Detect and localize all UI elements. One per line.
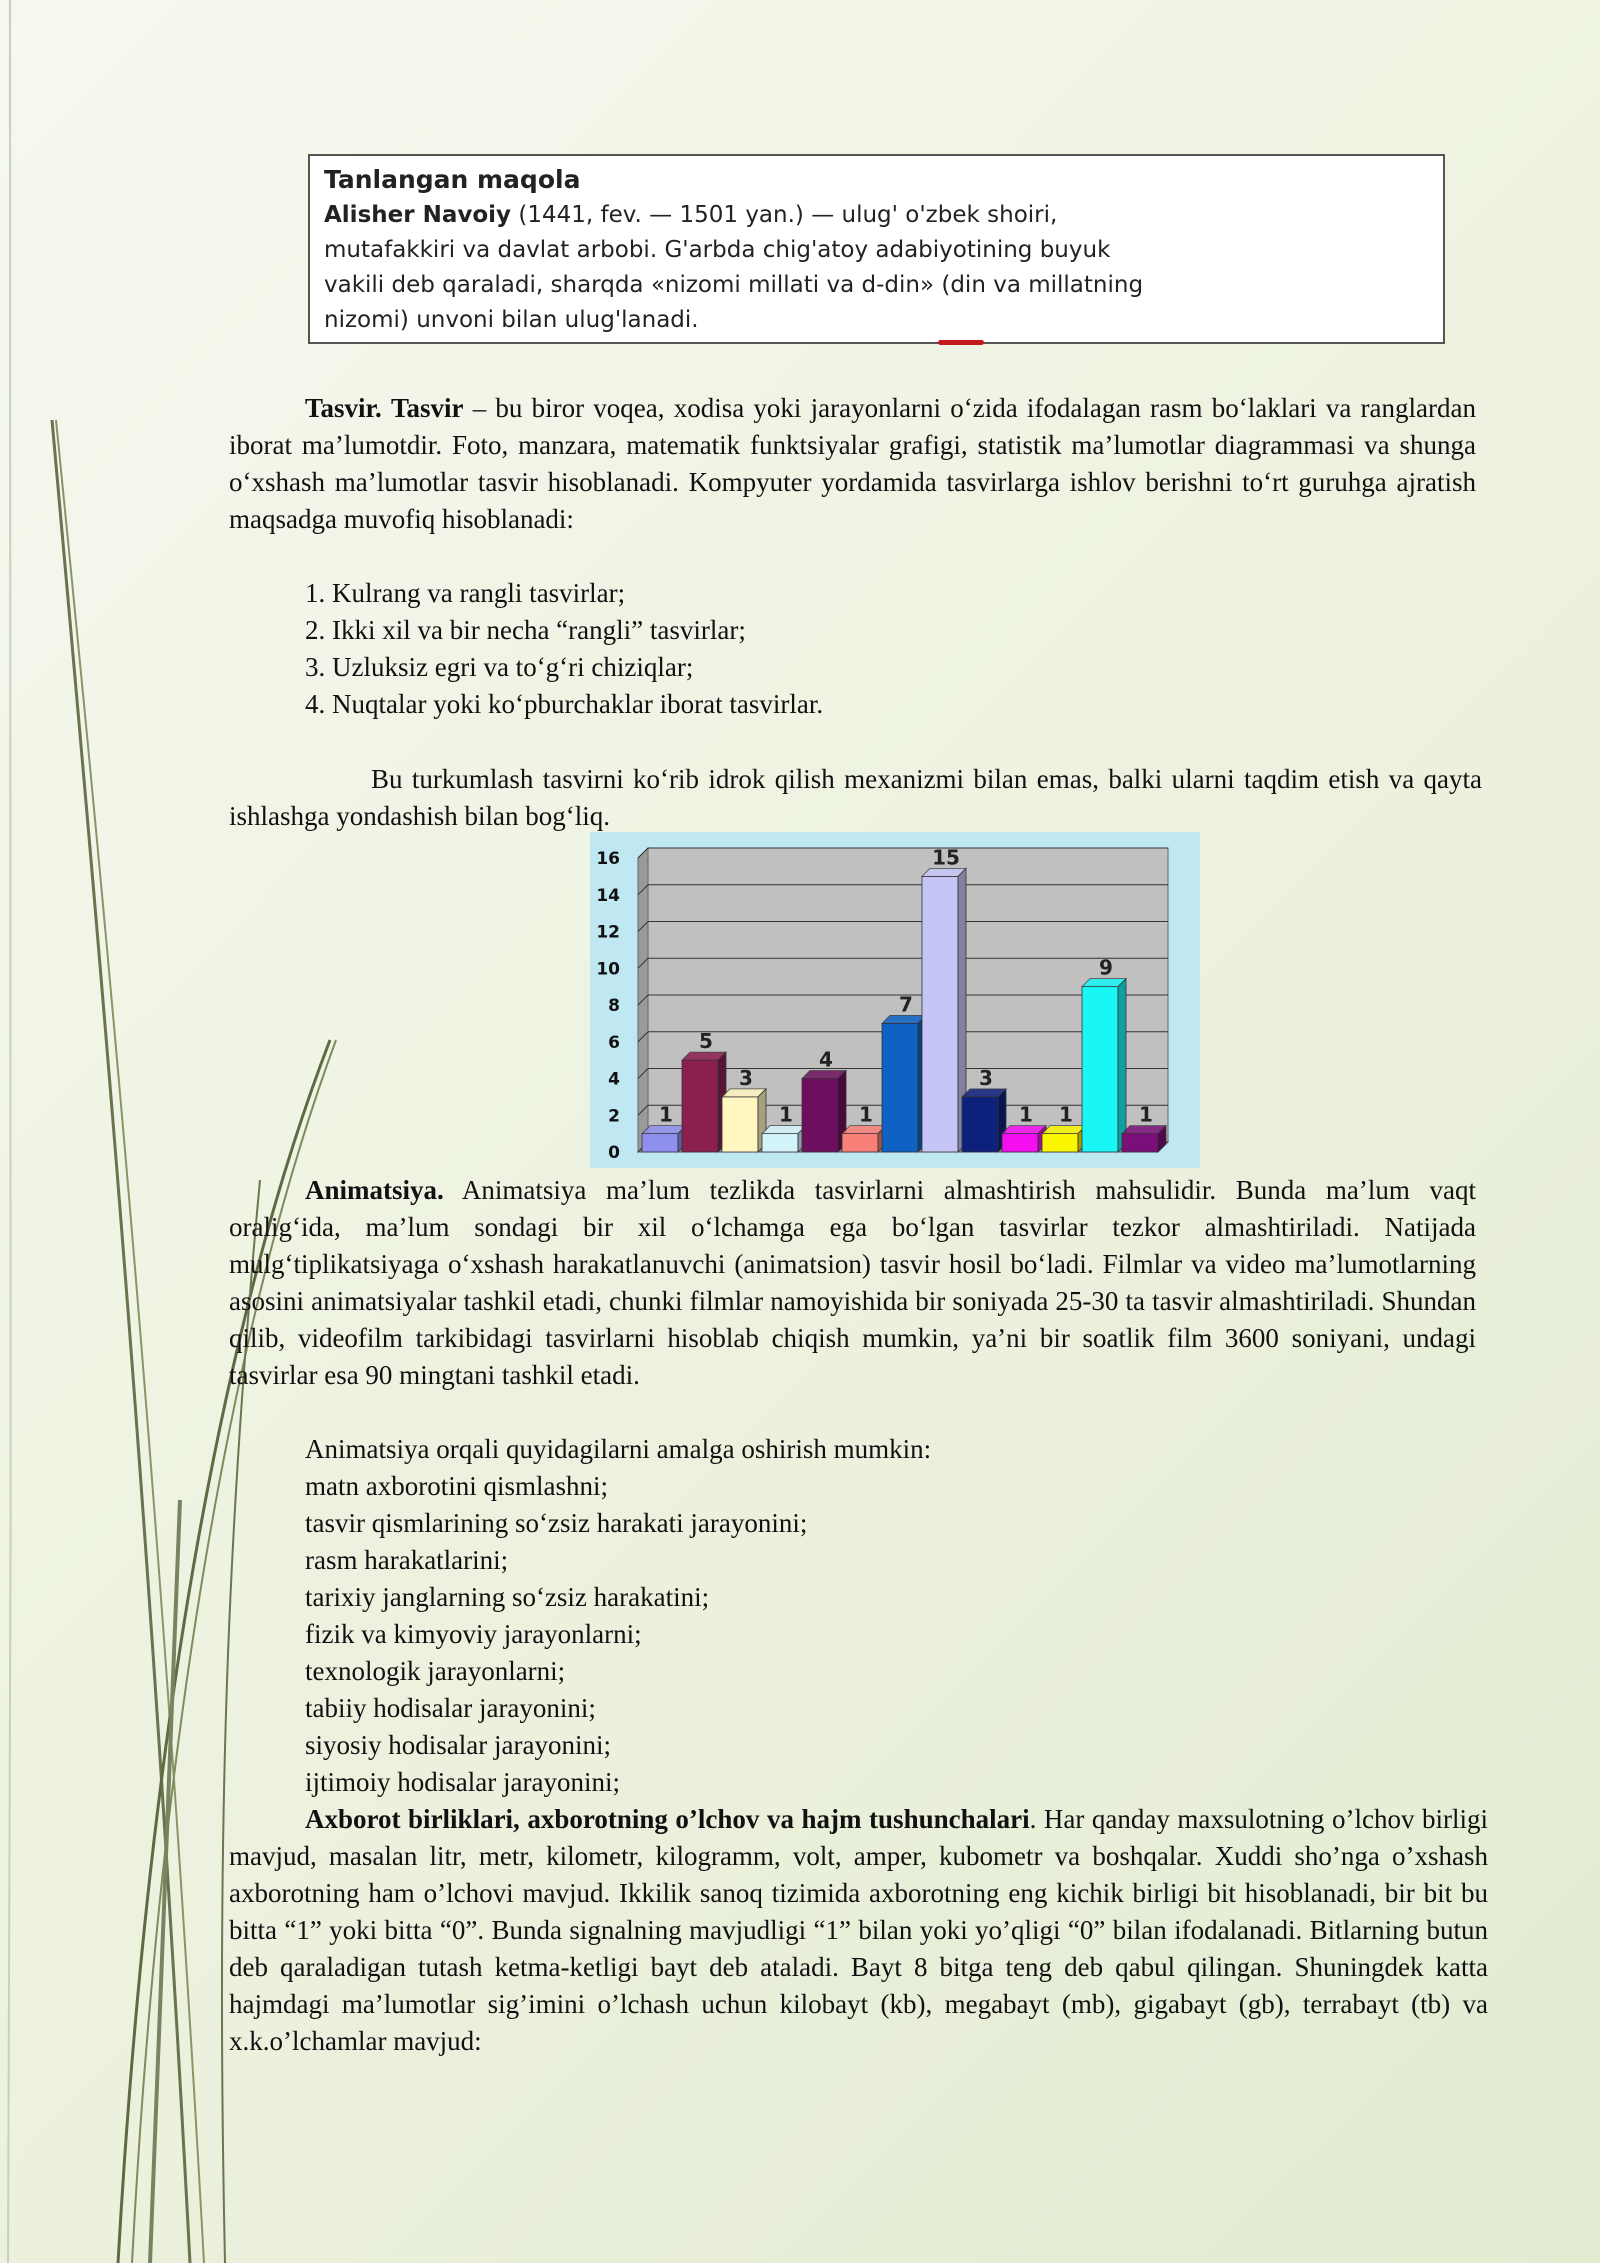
bar-value-label: 1 bbox=[659, 1102, 673, 1127]
animatsiya-list-item: tabiiy hodisalar jarayonini; bbox=[305, 1693, 596, 1723]
animatsiya-intro: Animatsiya orqali quyidagilarni amalga oshirish mumkin: bbox=[305, 1434, 932, 1464]
tasvir-heading: Tasvir. bbox=[305, 393, 382, 423]
animatsiya-list-item: siyosiy hodisalar jarayonini; bbox=[305, 1730, 611, 1760]
bar bbox=[802, 1079, 838, 1153]
axborot-heading: Axborot birliklari, axborotning o’lchov va hajm tushunchalari bbox=[305, 1804, 1030, 1834]
y-tick-label: 10 bbox=[596, 959, 620, 980]
bar-value-label: 1 bbox=[779, 1102, 793, 1127]
bar bbox=[962, 1097, 998, 1152]
bar bbox=[882, 1023, 918, 1152]
bar-value-label: 4 bbox=[819, 1047, 833, 1072]
bar-side bbox=[1118, 979, 1126, 1152]
bar-value-label: 1 bbox=[1059, 1102, 1073, 1127]
bar bbox=[1122, 1134, 1158, 1152]
bar bbox=[722, 1097, 758, 1152]
bar bbox=[1002, 1134, 1038, 1152]
bar bbox=[842, 1134, 878, 1152]
bar bbox=[922, 876, 958, 1152]
tasvir-text: – bu biror voqea, xodisa yoki jarayonlarni o‘zida ifodalagan rasm bo‘laklari va ranglardan iborat ma’lumotdir. Foto, manzara, matematik funktsiyalar grafigi, statistik ma’lumotlar diagrammasi va shunga o‘xshash ma’lumotlar tasvir hisoblanadi. Kompyuter yordamida tasvirlarga ishlov berishni to‘rt guruhga ajratish maqsadga muvofiq hisoblanadi: bbox=[229, 393, 1476, 534]
animatsiya-list-item: matn axborotini qismlashni; bbox=[305, 1471, 608, 1501]
animatsiya-list-item: fizik va kimyoviy jarayonlarni; bbox=[305, 1619, 642, 1649]
bar-value-label: 5 bbox=[699, 1029, 713, 1054]
red-cursor-mark bbox=[938, 340, 984, 345]
y-tick-label: 6 bbox=[608, 1032, 620, 1053]
animatsiya-list-item: ijtimoiy hodisalar jarayonini; bbox=[305, 1767, 620, 1797]
animatsiya-list-item: tarixiy janglarning so‘zsiz harakatini; bbox=[305, 1582, 710, 1612]
animatsiya-list-item: rasm harakatlarini; bbox=[305, 1545, 509, 1575]
tasvir-list-item: 3. Uzluksiz egri va to‘g‘ri chiziqlar; bbox=[305, 652, 694, 682]
tasvir-list-item: 1. Kulrang va rangli tasvirlar; bbox=[305, 578, 626, 608]
y-tick-label: 8 bbox=[608, 996, 620, 1016]
bar-value-label: 15 bbox=[932, 845, 960, 870]
animatsiya-paragraph bbox=[229, 1172, 1476, 1394]
bar bbox=[1082, 987, 1118, 1152]
bar bbox=[1042, 1134, 1078, 1152]
axborot-text: . Har qanday maxsulotning o’lchov birligi mavjud, masalan litr, metr, kilometr, kilogramm, volt, amper, kubometr va boshqalar. Xuddi sho’nga o’xshash axborotning ham o’lchovi mavjud. Ikkilik sanoq tizimida axborotning eng kichik birligi bit hisoblanadi, bir bit bu bitta “1” yoki bitta “0”. Bunda signalning mavjudligi “1” bilan yoki yo’qligi “0” bilan ifodalanadi. Bitlarning butun deb qaraladigan tutash ketma-ketligi bayt deb ataladi. Bayt 8 bitga teng deb qabul qilingan. Shuningdek katta hajmdagi ma’lumotlar sig’imini o’lchash uchun kilobayt (kb), megabayt (mb), gigabayt (gb), terrabayt (tb) va x.k.o’lchamlar mavjud: bbox=[229, 1804, 1488, 2056]
animatsiya-text: Animatsiya ma’lum tezlikda tasvirlarni almashtirish mahsulidir. Bunda ma’lum vaqt oralig‘ida, ma’lum sondagi bir xil o‘lchamga ega bo‘lgan tasvirlar tezkor almashtiriladi. Natijada mulg‘tiplikatsiyaga o‘xshash harakatlanuvchi (animatsion) tasvir hosil bo‘ladi. Filmlar va video ma’lumotlarning asosini animatsiyalar tashkil etadi, chunki filmlar namoyishida bir soniyada 25-30 ta tasvir almashtiriladi. Shundan qilib, videofilm tarkibidagi tasvirlarni hisoblab chiqish mumkin, ya’ni bir soatlik film 3600 soniyani, undagi tasvirlar esa 90 mingtani tashkil etadi. bbox=[229, 1175, 1476, 1390]
article-excerpt-image bbox=[308, 154, 1445, 344]
bar-value-label: 1 bbox=[859, 1102, 873, 1127]
classification-note: Bu turkumlash tasvirni ko‘rib idrok qilish mexanizmi bilan emas, balki ularni taqdim etish va qayta ishlashga yondashish bilan bog‘liq. bbox=[229, 764, 1482, 831]
animatsiya-heading: Animatsiya. bbox=[305, 1175, 444, 1205]
tasvir-list-item: 4. Nuqtalar yoki ko‘pburchaklar iborat tasvirlar. bbox=[305, 689, 824, 719]
bar-value-label: 9 bbox=[1099, 955, 1113, 980]
article-title: Tanlangan maqola bbox=[324, 165, 581, 194]
bar-value-label: 1 bbox=[1139, 1102, 1153, 1127]
article-line-1: (1441, fev. — 1501 yan.) — ulug' o'zbek shoiri, bbox=[511, 202, 1058, 228]
article-body bbox=[324, 198, 1429, 338]
y-tick-label: 14 bbox=[596, 885, 620, 906]
axborot-paragraph bbox=[229, 1801, 1488, 2060]
bar bbox=[762, 1134, 798, 1152]
animatsiya-list-item: tasvir qismlarining so‘zsiz harakati jarayonini; bbox=[305, 1508, 808, 1538]
tasvir-paragraph bbox=[229, 390, 1476, 538]
animatsiya-list-item: texnologik jarayonlarni; bbox=[305, 1656, 566, 1686]
bar-chart-panel bbox=[590, 832, 1200, 1168]
article-line-4: nizomi) unvoni bilan ulug'lanadi. bbox=[324, 307, 699, 333]
y-tick-label: 0 bbox=[608, 1143, 620, 1163]
tasvir-term: Tasvir bbox=[391, 393, 464, 423]
bar-value-label: 1 bbox=[1019, 1102, 1033, 1127]
y-tick-label: 4 bbox=[608, 1069, 620, 1090]
y-tick-label: 16 bbox=[596, 849, 620, 869]
bar-value-label: 3 bbox=[739, 1065, 753, 1090]
bar bbox=[682, 1060, 718, 1152]
bar-chart bbox=[590, 832, 1200, 1168]
article-line-3: vakili deb qaraladi, sharqda «nizomi millati va d-din» (din va millatning bbox=[324, 272, 1144, 298]
y-tick-label: 2 bbox=[608, 1106, 620, 1127]
article-person-name: Alisher Navoiy bbox=[324, 202, 512, 228]
bar-value-label: 7 bbox=[899, 992, 913, 1017]
tasvir-list-item: 2. Ikki xil va bir necha “rangli” tasvirlar; bbox=[305, 615, 746, 645]
bar-value-label: 3 bbox=[979, 1065, 993, 1090]
bar bbox=[642, 1134, 678, 1152]
y-tick-label: 12 bbox=[596, 922, 620, 943]
article-line-2: mutafakkiri va davlat arbobi. G'arbda chig'atoy adabiyotining buyuk bbox=[324, 237, 1111, 263]
